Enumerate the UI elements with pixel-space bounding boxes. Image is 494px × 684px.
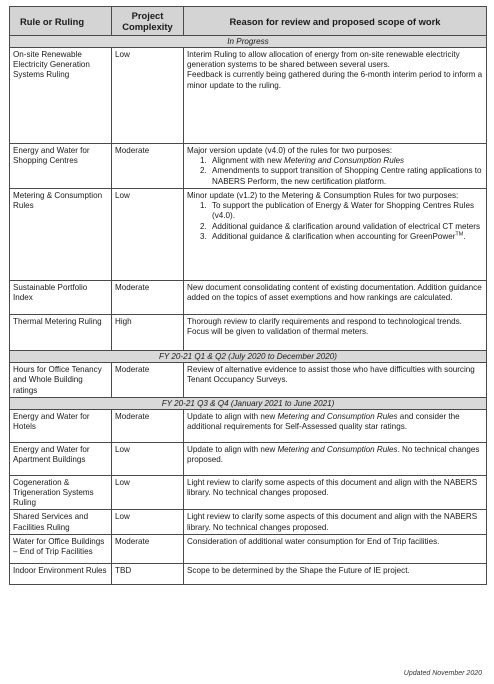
reason-paragraph	[187, 412, 483, 432]
reason-list	[187, 156, 483, 186]
table-row	[10, 409, 487, 442]
reason-cell	[184, 315, 487, 351]
complexity-cell: Moderate	[112, 281, 184, 315]
table-body	[10, 36, 487, 585]
page	[9, 6, 486, 585]
rule-name-cell: Water for Office Buildings – End of Trip Facilities	[10, 534, 112, 563]
complexity-cell: Moderate	[112, 363, 184, 397]
rule-name-cell: Energy and Water for Shopping Centres	[10, 144, 112, 189]
header-rule: Rule or Ruling	[10, 7, 112, 36]
review-schedule-table	[9, 6, 487, 585]
section-row	[10, 351, 487, 363]
text-run: Amendments to support transition of Shopping Centre rating applications to NABERS Perform, the new certification platform.	[212, 166, 482, 186]
italic-reference: Metering and Consumption Rules	[277, 444, 398, 454]
table-row	[10, 144, 487, 189]
text-run: Update to align with new	[187, 411, 278, 421]
text-run: Alignment with new	[212, 156, 284, 166]
text-run: .	[463, 231, 466, 241]
updated-note: Updated November 2020	[403, 670, 482, 677]
section-row	[10, 36, 487, 48]
reason-list-item	[209, 201, 483, 221]
reason-cell	[184, 534, 487, 563]
header-complexity: Project Complexity	[112, 7, 184, 36]
reason-cell	[184, 563, 487, 584]
table-row	[10, 48, 487, 144]
table-row	[10, 189, 487, 281]
complexity-cell: Low	[112, 475, 184, 509]
rule-name-cell: Hours for Office Tenancy and Whole Building ratings	[10, 363, 112, 397]
reason-paragraph: Thorough review to clarify requirements and respond to technological trends. Focus will be given to validation of thermal meters.	[187, 317, 462, 337]
rule-name-cell: Energy and Water for Hotels	[10, 409, 112, 442]
rule-name-cell: Energy and Water for Apartment Buildings	[10, 442, 112, 475]
complexity-cell: High	[112, 315, 184, 351]
reason-paragraph: Feedback is currently being gathered during the 6-month interim period to inform a minor update to the ruling.	[187, 70, 483, 90]
trademark-superscript: TM	[455, 231, 464, 238]
table-row	[10, 281, 487, 315]
section-title: FY 20-21 Q1 & Q2 (July 2020 to December 2020)	[10, 351, 487, 363]
reason-paragraph: Scope to be determined by the Shape the Future of IE project.	[187, 565, 410, 575]
reason-cell	[184, 409, 487, 442]
complexity-cell: Low	[112, 442, 184, 475]
reason-cell	[184, 189, 487, 281]
reason-paragraph: Interim Ruling to allow allocation of energy from on-site renewable electricity generation systems to be shared between several users.	[187, 50, 460, 70]
reason-cell	[184, 363, 487, 397]
rule-name-cell: Shared Services and Facilities Ruling	[10, 510, 112, 534]
table-row	[10, 442, 487, 475]
complexity-cell: Moderate	[112, 534, 184, 563]
reason-cell	[184, 48, 487, 144]
rule-name-cell: Sustainable Portfolio Index	[10, 281, 112, 315]
reason-paragraph: Review of alternative evidence to assist those who have difficulties with sourcing Tenant Occupancy Surveys.	[187, 365, 475, 385]
reason-cell	[184, 475, 487, 509]
rule-name-cell: Thermal Metering Ruling	[10, 315, 112, 351]
reason-list-item	[209, 222, 483, 232]
table-row	[10, 534, 487, 563]
complexity-cell: Low	[112, 189, 184, 281]
complexity-cell: TBD	[112, 563, 184, 584]
reason-cell	[184, 510, 487, 534]
reason-paragraph	[187, 445, 483, 465]
text-run: . No technical changes proposed.	[187, 444, 480, 465]
reason-cell	[184, 144, 487, 189]
complexity-cell: Low	[112, 48, 184, 144]
header-row	[10, 7, 487, 36]
rule-name-cell: Metering & Consumption Rules	[10, 189, 112, 281]
rule-name-cell: On-site Renewable Electricity Generation Systems Ruling	[10, 48, 112, 144]
table-row	[10, 563, 487, 584]
text-run: and consider the additional requirements for Self-Assessed quality star ratings.	[187, 411, 460, 432]
header-reason: Reason for review and proposed scope of work	[184, 7, 487, 36]
rule-name-cell: Indoor Environment Rules	[10, 563, 112, 584]
reason-list-item	[209, 232, 483, 242]
reason-paragraph: Minor update (v1.2) to the Metering & Consumption Rules for two purposes:	[187, 191, 459, 201]
reason-paragraph: Consideration of additional water consumption for End of Trip facilities.	[187, 536, 440, 546]
reason-list-item	[209, 156, 483, 166]
complexity-cell: Low	[112, 510, 184, 534]
reason-list-item	[209, 166, 483, 186]
reason-cell	[184, 281, 487, 315]
italic-reference: Metering and Consumption Rules	[277, 411, 398, 421]
reason-paragraph: Light review to clarify some aspects of this document and align with the NABERS library. No technical changes proposed.	[187, 512, 478, 532]
reason-paragraph: Light review to clarify some aspects of this document and align with the NABERS library. No technical changes proposed.	[187, 477, 478, 498]
italic-reference: Metering and Consumption Rules	[283, 156, 405, 166]
complexity-cell: Moderate	[112, 409, 184, 442]
text-run: Additional guidance & clarification around validation of electrical CT meters	[212, 221, 480, 231]
text-run: Additional guidance & clarification when accounting for GreenPower	[212, 231, 456, 241]
section-row	[10, 397, 487, 409]
reason-cell	[184, 442, 487, 475]
section-title: FY 20-21 Q3 & Q4 (January 2021 to June 2021)	[10, 397, 487, 409]
table-row	[10, 510, 487, 534]
rule-name-cell: Cogeneration & Trigeneration Systems Ruling	[10, 475, 112, 509]
table-row	[10, 315, 487, 351]
reason-list	[187, 201, 483, 242]
table-row	[10, 363, 487, 397]
table-row	[10, 475, 487, 509]
text-run: To support the publication of Energy & Water for Shopping Centres Rules (v4.0).	[212, 201, 474, 221]
reason-paragraph: New document consolidating content of existing documentation. Addition guidance added on the topics of asset exemptions and how rankings are calculated.	[187, 283, 482, 303]
reason-paragraph: Major version update (v4.0) of the rules for two purposes:	[187, 146, 393, 156]
complexity-cell: Moderate	[112, 144, 184, 189]
section-title: In Progress	[10, 36, 487, 48]
text-run: Update to align with new	[187, 444, 278, 454]
